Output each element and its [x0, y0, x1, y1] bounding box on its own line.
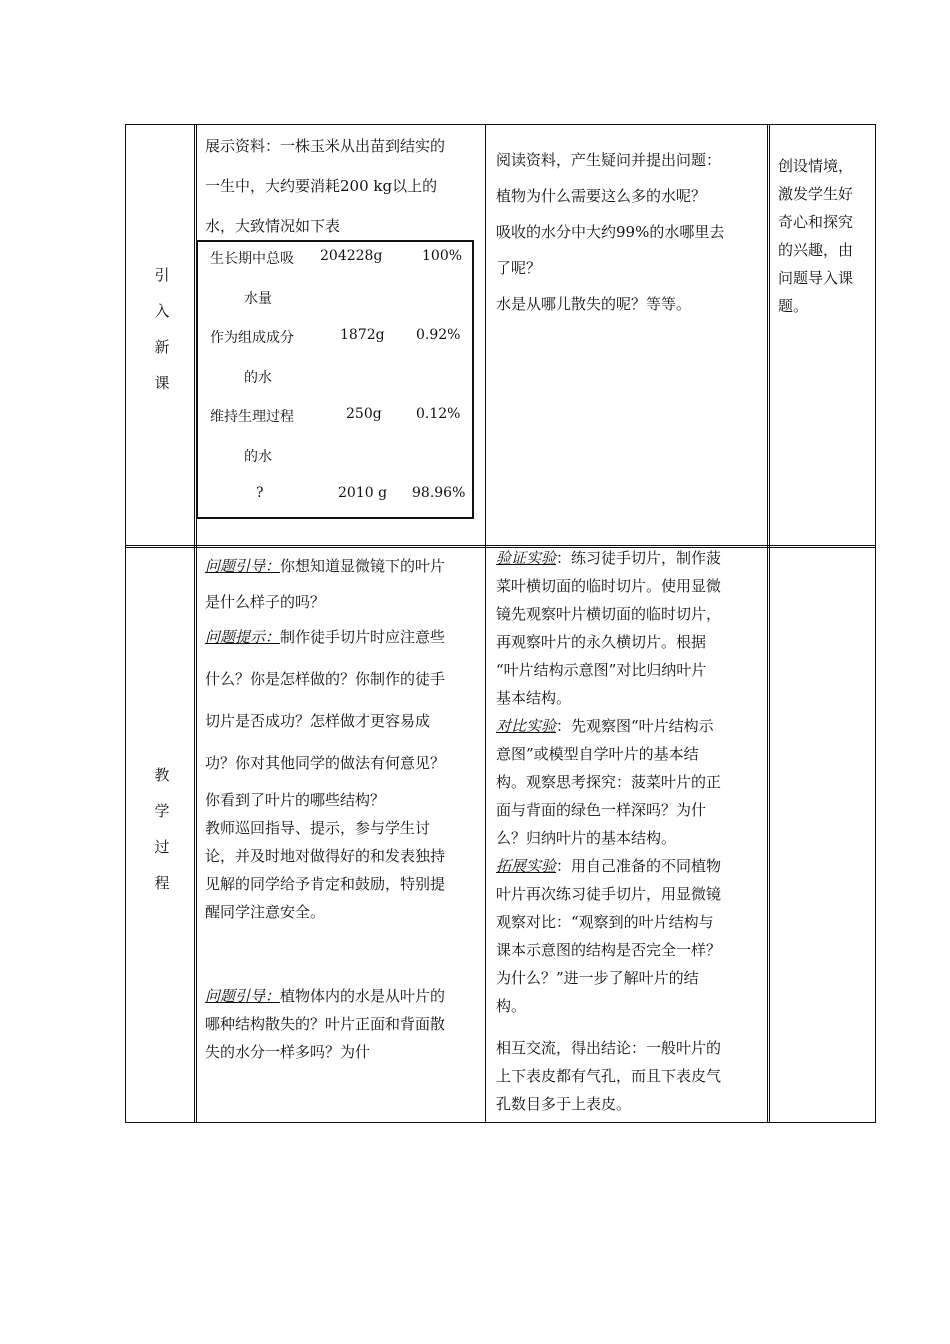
text-line: 哪种结构散失的？叶片正面和背面散: [205, 1015, 446, 1033]
text-line: 基本结构。: [496, 689, 572, 707]
text-line: ：用自己准备的不同植物: [556, 857, 722, 875]
text-line: 水是从哪儿散失的呢？等等。: [496, 295, 692, 313]
text-line: 失的水分一样多吗？为什: [205, 1043, 371, 1061]
question-guide-label: 问题引导：: [205, 557, 281, 575]
text-line: “叶片结构示意图”对比归纳叶片: [496, 661, 707, 679]
column-divider-2: [485, 124, 486, 1123]
text-line: 水，大致情况如下表: [205, 217, 341, 235]
table-right-border: [875, 124, 876, 1123]
text-line: 镜先观察叶片横切面的临时切片，: [496, 605, 722, 623]
text-line: 吸收的水分中大约99%的水哪里去: [496, 223, 725, 241]
design-intent-text: [778, 152, 873, 320]
table-top-border: [125, 124, 876, 125]
text-line: ：练习徒手切片，制作菠: [556, 549, 722, 567]
percent-value: 98.96%: [412, 485, 466, 501]
text-line: 菜叶横切面的临时切片。使用显微: [496, 577, 722, 595]
text-line: 切片是否成功？怎样做才更容易成: [205, 712, 431, 730]
text-line: 你看到了叶片的哪些结构？: [205, 791, 386, 809]
text-line: 你想知道显微镜下的叶片: [280, 557, 446, 575]
label-char: 教: [154, 766, 170, 784]
text-line: 孔数目多于上表皮。: [496, 1095, 632, 1113]
percent-value: 0.12%: [416, 406, 461, 422]
text-line: 意图”或模型自学叶片的基本结: [496, 745, 699, 763]
row-label-process: [127, 764, 197, 908]
question-hint-label: 问题提示：: [205, 628, 281, 646]
text-line: 题。: [778, 297, 809, 315]
text-line: 是什么样子的吗？: [205, 593, 326, 611]
text-line: 醒同学注意安全。: [205, 903, 326, 921]
text-line: 课本示意图的结构是否完全一样？: [496, 941, 722, 959]
text-line: 上下表皮都有气孔，而且下表皮气: [496, 1067, 722, 1085]
item-label: 水量: [244, 291, 272, 307]
amount-value: 2010 g: [338, 485, 388, 501]
item-label: 维持生理过程: [210, 409, 294, 425]
column-divider-3: [767, 124, 770, 1123]
text-line: 的兴趣，由: [778, 241, 854, 259]
text-line: 阅读资料，产生疑问并提出问题：: [496, 151, 722, 169]
teacher-guidance-text: [205, 548, 483, 1066]
question-guide-label: 问题引导：: [205, 987, 281, 1005]
text-line: 问题导入课: [778, 269, 854, 287]
text-line: 观察对比：“观察到的叶片结构与: [496, 913, 714, 931]
text-line: 了呢？: [496, 259, 542, 277]
label-char: 学: [154, 802, 170, 820]
text-line: 面与背面的绿色一样深吗？为什: [496, 801, 707, 819]
text-line: 论，并及时地对做得好的和发表独持: [205, 847, 446, 865]
text-line: 构。: [496, 997, 527, 1015]
amount-value: 1872g: [340, 327, 385, 343]
label-char: 过: [154, 838, 170, 856]
student-activity-intro: [496, 142, 764, 322]
amount-value: 204228g: [320, 248, 383, 264]
text-line: 激发学生好: [778, 185, 854, 203]
table-left-border: [125, 124, 126, 1123]
text-line: 什么？你是怎样做的？你制作的徒手: [205, 670, 446, 688]
text-line: 创设情境，: [778, 157, 854, 175]
text-line: 教师巡回指导、提示，参与学生讨: [205, 819, 431, 837]
text-line: 构。观察思考探究：菠菜叶片的正: [496, 773, 722, 791]
extension-experiment-label: 拓展实验: [496, 857, 557, 875]
text-line: 展示资料：一株玉米从出苗到结实的: [205, 137, 446, 155]
label-char: 入: [154, 302, 170, 320]
text-line: 么？归纳叶片的基本结构。: [496, 829, 677, 847]
text-line: 相互交流，得出结论：一般叶片的: [496, 1039, 722, 1057]
text-line: 见解的同学给予肯定和鼓励，特别提: [205, 875, 446, 893]
text-line: ：先观察图“叶片结构示: [556, 717, 714, 735]
label-char: 课: [154, 374, 170, 392]
label-char: 新: [154, 338, 170, 356]
text-line: 植物体内的水是从叶片的: [280, 987, 446, 1005]
text-line: 为什么？”进一步了解叶片的结: [496, 969, 699, 987]
amount-value: 250g: [346, 406, 382, 422]
text-line: 功？你对其他同学的做法有何意见？: [205, 754, 446, 772]
intro-material-text: [205, 126, 483, 246]
text-line: 一生中，大约要消耗200 kg以上的: [205, 177, 438, 195]
percent-value: 0.92%: [416, 327, 461, 343]
comparison-experiment-label: 对比实验: [496, 717, 557, 735]
water-consumption-table: [196, 240, 474, 519]
item-label: 生长期中总吸: [210, 251, 294, 267]
text-line: 叶片再次练习徒手切片，用显微镜: [496, 885, 722, 903]
item-label: 的水: [244, 370, 272, 386]
item-label: 作为组成成分: [210, 330, 294, 346]
verification-experiment-label: 验证实验: [496, 549, 557, 567]
percent-value: 100%: [422, 248, 463, 264]
label-char: 引: [154, 266, 170, 284]
table-bottom-border: [125, 1122, 876, 1123]
text-line: 再观察叶片的永久横切片。根据: [496, 633, 707, 651]
item-label: ?: [256, 485, 264, 501]
label-char: 程: [154, 874, 170, 892]
item-label: 的水: [244, 449, 272, 465]
text-line: 奇心和探究: [778, 213, 854, 231]
student-experiments-text: [496, 544, 764, 1118]
row-label-intro: [127, 264, 197, 408]
text-line: 制作徒手切片时应注意些: [280, 628, 446, 646]
text-line: 植物为什么需要这么多的水呢？: [496, 187, 707, 205]
